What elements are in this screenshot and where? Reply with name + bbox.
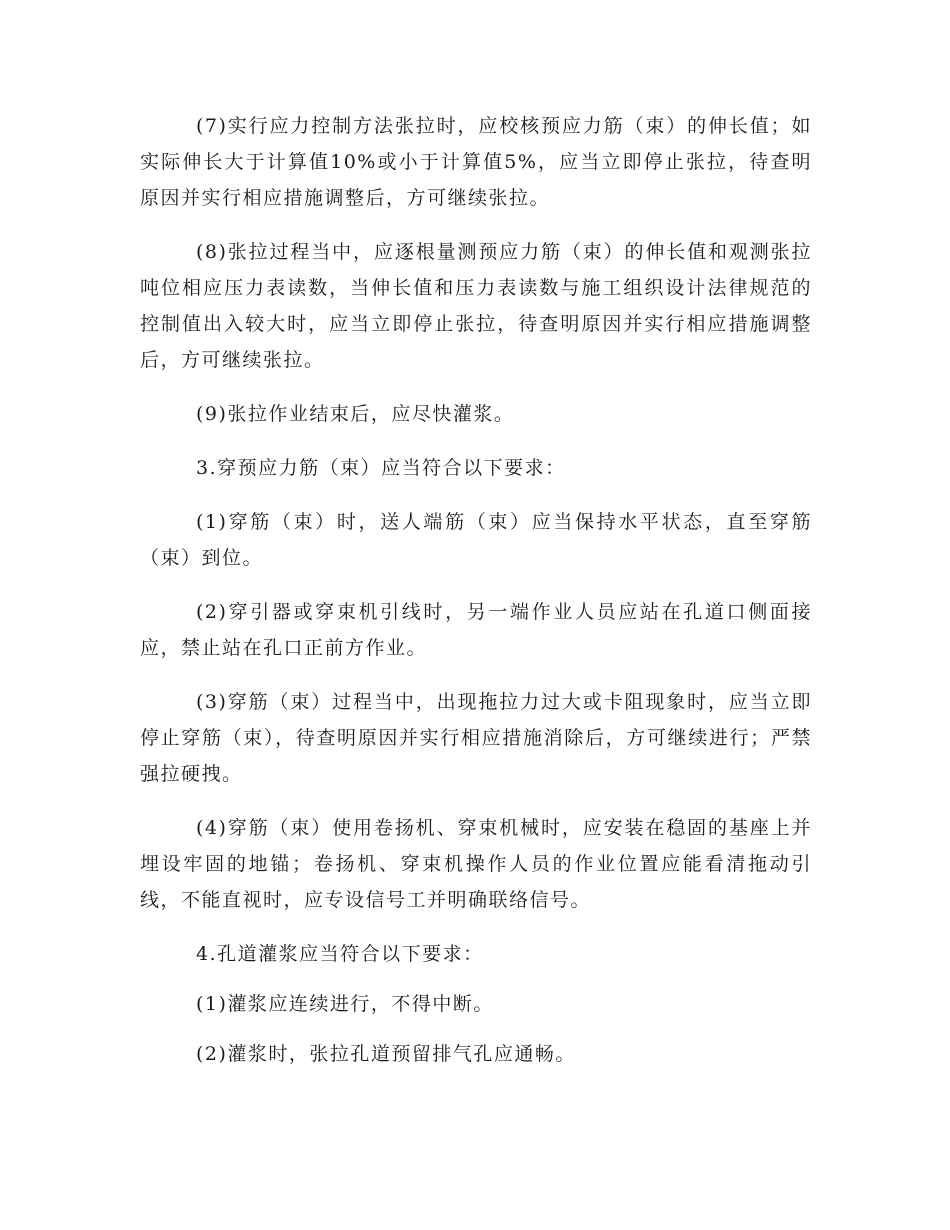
paragraph-3-1: (1)穿筋（束）时，送人端筋（束）应当保持水平状态，直至穿筋（束）到位。 (140, 511, 812, 569)
section-heading-3: 3.穿预应力筋（束）应当符合以下要求： (196, 457, 566, 479)
paragraph-7: (7)实行应力控制方法张拉时，应校核预应力筋（束）的伸长值；如实际伸长大于计算值10%或小于计算值5%，应当立即停止张拉，待查明原因并实行相应措施调整后，方可继续张拉。 (140, 115, 812, 209)
paragraph-9: (9)张拉作业结束后，应尽快灌浆。 (196, 403, 515, 425)
paragraph-3-2: (2)穿引器或穿束机引线时，另一端作业人员应站在孔道口侧面接应，禁止站在孔口正前方作业。 (140, 601, 812, 659)
document-body (140, 108, 812, 1086)
paragraph-4-1: (1)灌浆应连续进行，不得中断。 (196, 993, 494, 1015)
paragraph-8: (8)张拉过程当中，应逐根量测预应力筋（束）的伸长值和观测张拉吨位相应压力表读数，当伸长值和压力表读数与施工组织设计法律规范的控制值出入较大时，应当立即停止张拉，待查明原因并实行相应措施调整后，方可继续张拉。 (140, 241, 812, 371)
paragraph-3-3: (3)穿筋（束）过程当中，出现拖拉力过大或卡阻现象时，应当立即停止穿筋（束），待查明原因并实行相应措施消除后，方可继续进行；严禁强拉硬拽。 (140, 691, 812, 785)
paragraph-4-2: (2)灌浆时，张拉孔道预留排气孔应通畅。 (196, 1043, 576, 1065)
section-heading-4: 4.孔道灌浆应当符合以下要求： (196, 943, 484, 965)
paragraph-3-4: (4)穿筋（束）使用卷扬机、穿束机械时，应安装在稳固的基座上并埋设牢固的地锚；卷扬机、穿束机操作人员的作业位置应能看清拖动引线，不能直视时，应专设信号工并明确联络信号。 (140, 817, 812, 911)
